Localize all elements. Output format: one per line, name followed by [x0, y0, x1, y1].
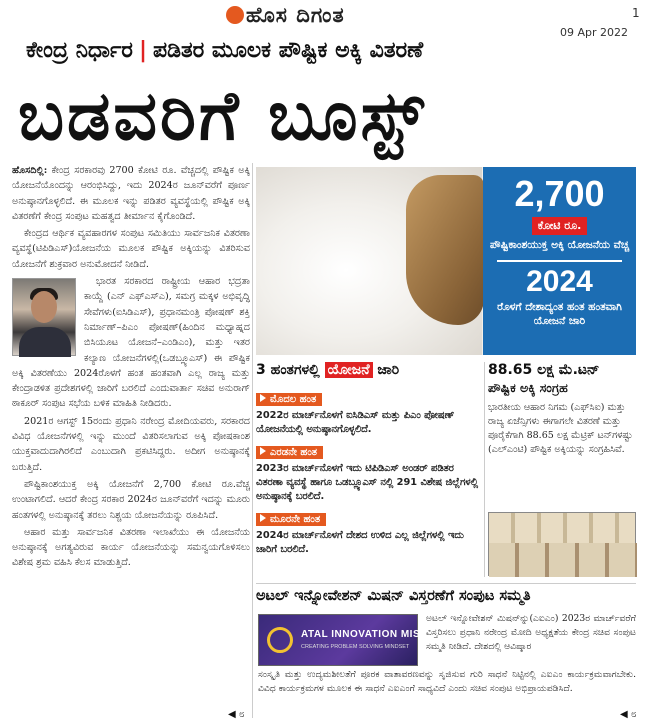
phases-title-post: ಜಾರಿ [372, 362, 400, 378]
phase-label-text: ಮೂರನೇ ಹಂತ [270, 514, 321, 525]
aim-logo-image [258, 614, 447, 666]
article-paragraph: ಆಹಾರ ಮತ್ತು ಸಾರ್ವಜನಿಕ ವಿತರಣಾ ಇಲಾಖೆಯು ಈ ಯೋಜನೆಯ ಅನುಷ್ಠಾನಕ್ಕೆ ಅಗತ್ಯವಿರುವ ಕಾರ್ಯ ಯೋಜನೆಯನ್ನು ಸಮನ್ವಯಗೊಳಿಸಲು ವಿಶೇಷ ಶ್ರಮ ವಹಿಸಿ ಕೆಲಸ ಮಾಡುತ್ತಿದೆ. [12, 526, 250, 569]
continued-marker: ◀ ೮ [228, 709, 245, 720]
minister-photo [12, 278, 76, 356]
phases-title [256, 362, 482, 384]
warehouse-sacks-image [488, 512, 636, 576]
page-number: 1 [632, 6, 640, 20]
phase-item [256, 507, 482, 557]
phase-item [256, 387, 482, 437]
kicker-divider: | [138, 38, 147, 63]
issue-date: 09 Apr 2022 [560, 26, 629, 39]
article-paragraph [12, 163, 250, 224]
stat-divider [497, 260, 622, 262]
logo-text: ಹೊಸ ದಿಗಂತ [246, 3, 345, 27]
kicker [26, 38, 626, 63]
phase-item [256, 440, 482, 504]
article-paragraph: 2021ರ ಆಗಸ್ಟ್ 15ರಂದು ಪ್ರಧಾನಿ ನರೇಂದ್ರ ಮೋದಿಯವರು, ಸರಕಾರದ ವಿವಿಧ ಯೋಜನೆಗಳಲ್ಲಿ ಇನ್ನು ಮುಂದೆ ವಿತರಿಸಲಾಗುವ ಅಕ್ಕಿ ಪೋಷಕಾಂಶ ಯುಕ್ತವಾದುದಾಗಿರಲಿದೆ ಎಂಬುದಾಗಿ ಪ್ರಕಟಿಸಿದ್ದರು. ಅದೀಗ ಅನುಷ್ಠಾನಕ್ಕೆ ಬರುತ್ತಿದೆ. [12, 415, 250, 473]
column-divider [252, 163, 253, 718]
phase-label [256, 393, 322, 406]
rice-sack-image [406, 175, 484, 325]
triangle-icon [260, 447, 266, 455]
aim-headline: ಅಟಲ್ ಇನ್ನೋವೇಶನ್ ಮಿಷನ್ ವಿಸ್ತರಣೆಗೆ ಸಂಪುಟ ಸಮ್ಮತಿ [256, 588, 531, 604]
stat-box [483, 167, 636, 355]
column-divider [484, 362, 485, 577]
hero-graphic [256, 167, 636, 355]
article-text: ಕೇಂದ್ರ ಸರಕಾರವು 2700 ಕೋಟಿ ರೂ. ವೆಚ್ಚದಲ್ಲಿ ಪೌಷ್ಟಿಕ ಅಕ್ಕಿ ಯೋಜನೆಯೊಂದನ್ನು ಆರಂಭಿಸಿದ್ದು, ಇದು 2024ರ ಜೂನ್‌ವರೆಗೆ ಪೂರ್ಣ ಅನುಷ್ಠಾನಗೊಳ್ಳಲಿದೆ. ಈ ಮೂಲಕ ಇನ್ನು ಪಡಿತರ ವ್ಯವಸ್ಥೆಯಲ್ಲಿ ಪೌಷ್ಟಿಕ ಅಕ್ಕಿ ವಿತರಣೆಗೆ ಕೇಂದ್ರ ಸಂಪುಟ ಮಹತ್ವದ ತೀರ್ಮಾನ ಕೈಗೊಂಡಿದೆ. [12, 165, 250, 222]
kicker-right: ಪಡಿತರ ಮೂಲಕ ಪೌಷ್ಟಿಕ ಅಕ್ಕಿ ವಿತರಣೆ [153, 38, 424, 63]
section-divider [256, 583, 636, 584]
aim-ring-icon [267, 627, 293, 653]
stock-box [488, 362, 636, 582]
logo-mark-icon [226, 6, 244, 24]
stock-title-line1: 88.65 ಲಕ್ಷ ಮೆ.ಟನ್ [488, 362, 600, 378]
phases-title-highlight: ಯೋಜನೆ [325, 362, 373, 378]
newspaper-logo [226, 3, 345, 28]
masthead [0, 0, 649, 38]
continued-marker: ◀ ೮ [620, 709, 637, 720]
phase-label [256, 446, 323, 459]
aim-logo-tagline: CREATING PROBLEM SOLVING MINDSET [301, 644, 410, 650]
phase-label-text: ಎರಡನೇ ಹಂತ [270, 447, 318, 458]
headline: ಬಡವರಿಗೆ ಬೂಸ್ಟ್ [18, 76, 427, 156]
phase-label [256, 513, 326, 526]
cost-unit: ಕೋಟಿ ರೂ. [532, 217, 588, 235]
photo-body [19, 327, 71, 357]
phase-text: 2022ರ ಮಾರ್ಚ್‌ನೊಳಗೆ ಐಸಿಡಿಎಸ್ ಮತ್ತು ಪಿಎಂ ಪೋಷಣ್ ಯೋಜನೆಯಲ್ಲಿ ಅನುಷ್ಠಾನಗೊಳ್ಳಲಿದೆ. [256, 410, 455, 435]
aim-article-text-continued: ಸಂಸ್ಕೃತಿ ಮತ್ತು ಉದ್ಯಮಶೀಲತೆಗೆ ಪೂರಕ ವಾತಾವರಣವನ್ನು ಸೃಜಿಸುವ ಗುರಿ ಸಾಧನೆ ನಿಟ್ಟಿನಲ್ಲಿ ಎಐಎಂ ಕಾರ್ಯಕ್ರಮವಾಗಬೇಕು. ವಿವಿಧ ಕಾರ್ಯಕ್ರಮಗಳ ಮೂಲಕ ಈ ಸಾಧನೆ ಎಐಎಂಗೆ ಸಾಧ್ಯವಿದೆ ಎಂದು ಸಚಿವ ಸಂಪುಟ ಅಭಿಪ್ರಾಯಪಡಿಸಿದೆ. [258, 669, 636, 694]
article-paragraph: ಭಾರತ ಸರಕಾರದ ರಾಷ್ಟ್ರೀಯ ಆಹಾರ ಭದ್ರತಾ ಕಾಯ್ದೆ (ಎನ್ ಎಫ್‌ಎಸ್‌ಎ), ಸಮಗ್ರ ಮಕ್ಕಳ ಅಭಿವೃದ್ಧಿ ಸೇವೆಗಳು(ಐಸಿಡಿಎಸ್), ಪ್ರಧಾನಮಂತ್ರಿ ಪೋಷಣ್ ಶಕ್ತಿ ನಿರ್ಮಾಣ್–ಪಿಎಂ ಪೋಷಣ್(ಹಿಂದಿನ ಮಧ್ಯಾಹ್ನದ ಬಿಸಿಯೂಟ ಯೋಜನೆ–ಎಂಡಿಎಂ), ಮತ್ತು ಇತರ ಕಲ್ಯಾಣ ಯೋಜನೆಗಳಲ್ಲಿ(ಒಡಬ್ಲ್ಯೂಎಸ್) ಈ ಪೌಷ್ಟಿಕ ಅಕ್ಕಿ ವಿತರಣೆಯು 2024ರೊಳಗೆ ಹಂತ ಹಂತವಾಗಿ ಎಲ್ಲ ರಾಜ್ಯ ಮತ್ತು ಕೇಂದ್ರಾಡಳಿತ ಪ್ರದೇಶಗಳಲ್ಲಿ ಜಾರಿಗೆ ಬರಲಿದೆ ಎಂದುವಾರ್ತಾ ಸಚಿವ ಅನುರಾಗ್ ಠಾಕೂರ್ ಸಂಪುಟ ಸಭೆಯ ಬಳಿಕ ಮಾಹಿತಿ ನೀಡಿದರು. [12, 276, 250, 410]
dateline: ಹೊಸದಿಲ್ಲಿ: [12, 165, 48, 176]
year-description: ರೊಳಗೆ ದೇಶಾದ್ಯಂತ ಹಂತ ಹಂತವಾಗಿ ಯೋಜನೆ ಜಾರಿ [497, 301, 622, 327]
phases-box [256, 362, 482, 555]
phase-label-text: ಮೊದಲ ಹಂತ [270, 394, 317, 405]
article-paragraph: ಪೌಷ್ಟಿಕಾಂಶಯುಕ್ತ ಅಕ್ಕಿ ಯೋಜನೆಗೆ 2,700 ಕೋಟಿ ರೂ.ವೆಚ್ಚ ಉಂಟಾಗಲಿದೆ. ಆದರೆ ಕೇಂದ್ರ ಸರಕಾರ 2024ರ ಜೂನ್‌ವರೆಗೆ ಇದನ್ನು ಮೂರು ಹಂತಗಳಲ್ಲಿ ಅನುಷ್ಠಾನಕ್ಕೆ ತರಲು ನಿಶ್ಚಯ ಯೋಜನೆಯನ್ನು ರೂಪಿಸಿದೆ. [12, 478, 250, 521]
cost-value: 2,700 [514, 173, 605, 214]
aim-article-text: ಅಟಲ್ ಇನ್ನೋವೇಶನ್ ಮಿಷನ್‌ನ್ನು(ಎಐಎಂ) 2023ರ ಮಾರ್ಚ್‌ವರೆಗೆ ವಿಸ್ತರಿಸಲು ಪ್ರಧಾನಿ ನರೇಂದ್ರ ಮೋದಿ ಅಧ್ಯಕ್ಷತೆಯ ಕೇಂದ್ರ ಸಚಿವ ಸಂಪುಟ ಸಮ್ಮತಿ ನೀಡಿದೆ. ದೇಶದಲ್ಲಿ ಆವಿಷ್ಕಾರ [426, 613, 636, 652]
cost-description: ಪೌಷ್ಟಿಕಾಂಶಯುಕ್ತ ಅಕ್ಕಿ ಯೋಜನೆಯ ವೆಚ್ಚ [489, 239, 630, 251]
article-paragraph: ಕೇಂದ್ರದ ಆರ್ಥಿಕ ವ್ಯವಹಾರಗಳ ಸಂಪುಟ ಸಮಿತಿಯು ಸಾರ್ವಜನಿಕ ವಿತರಣಾ ವ್ಯವಸ್ಥೆ(ಟಿಪಿಡಿಎಸ್)ಯೋಜನೆಯ ಮೂಲಕ ಪೌಷ್ಟಿಕ ಅಕ್ಕಿಯನ್ನು ವಿತರಿಸುವ ಯೋಜನೆಗೆ ಶುಕ್ರವಾರ ಅನುಮೋದನೆ ನೀಡಿದೆ. [12, 228, 250, 270]
photo-face [31, 291, 57, 323]
phase-text: 2023ರ ಮಾರ್ಚ್‌ನೊಳಗೆ ಇದು ಟಿಪಿಡಿಎಸ್ ಅಂಡರ್ ಪಡಿತರ ವಿತರಣಾ ವ್ಯವಸ್ಥೆ ಹಾಗೂ ಒಡಬ್ಲ್ಯೂಎಸ್ ನಲ್ಲಿ 291 ವಿಶೇಷ ಜಿಲ್ಲೆಗಳಲ್ಲಿ ಅನುಷ್ಠಾನಕ್ಕೆ ಬರಲಿದೆ. [256, 463, 479, 502]
stock-title-line2: ಪೌಷ್ಟಿಕ ಅಕ್ಕಿ ಸಂಗ್ರಹ [488, 380, 568, 395]
triangle-icon [260, 394, 266, 402]
phases-title-pre: 3 ಹಂತಗಳಲ್ಲಿ [256, 362, 325, 378]
triangle-icon [260, 514, 266, 522]
year-value: 2024 [526, 265, 593, 298]
stock-title [488, 362, 636, 396]
stock-text: ಭಾರತೀಯ ಆಹಾರ ನಿಗಮ (ಎಫ್‌ಸಿಐ) ಮತ್ತು ರಾಜ್ಯ ಏಜೆನ್ಸಿಗಳು ಈಗಾಗಲೇ ವಿತರಣೆ ಮತ್ತು ಪೂರೈಕೆಗಾಗಿ 88.65 ಲಕ್ಷ ಮೆಟ್ರಿಕ್ ಟನ್‌ಗಳಷ್ಟು (ಎಲ್‌ಎಂಟಿ) ಪೌಷ್ಟಿಕ ಅಕ್ಕಿಯನ್ನು ಸಂಗ್ರಹಿಸಿವೆ. [488, 402, 633, 455]
aim-logo-text: ATAL INNOVATION MISSION [301, 629, 447, 640]
main-article [12, 163, 250, 718]
phase-text: 2024ರ ಮಾರ್ಚ್‌ನೊಳಗೆ ದೇಶದ ಉಳಿದ ಎಲ್ಲ ಜಿಲ್ಲೆಗಳಲ್ಲಿ ಇದು ಜಾರಿಗೆ ಬರಲಿದೆ. [256, 530, 464, 555]
kicker-left: ಕೇಂದ್ರ ನಿರ್ಧಾರ [26, 38, 133, 63]
